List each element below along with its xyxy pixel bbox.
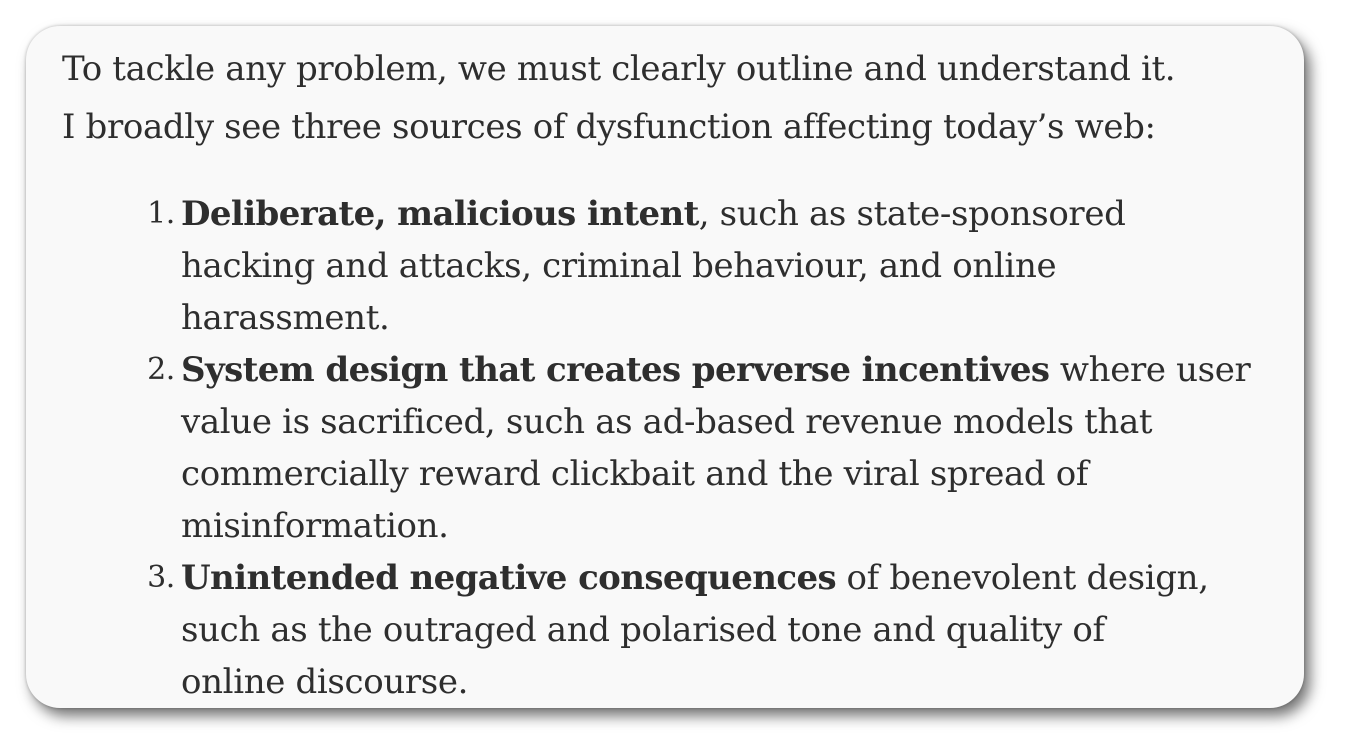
item-line: commercially reward clickbait and the viral spread of	[181, 454, 1089, 494]
item-text: where user	[1049, 350, 1251, 390]
item-text: of benevolent design,	[836, 558, 1209, 598]
item-line: harassment.	[181, 298, 390, 338]
intro-paragraph	[62, 40, 1298, 156]
item-heading: Deliberate, malicious intent	[181, 194, 699, 234]
item-line	[181, 188, 1291, 240]
list-number: 1.	[147, 196, 175, 231]
item-line: misinformation.	[181, 506, 449, 546]
item-heading: Unintended negative consequences	[181, 558, 837, 598]
list-number: 2.	[147, 352, 175, 387]
list-item-1	[147, 188, 1291, 344]
item-line	[181, 552, 1291, 604]
quote-card	[26, 26, 1304, 708]
item-line: such as the outraged and polarised tone and quality of	[181, 610, 1105, 650]
intro-line-2: I broadly see three sources of dysfunction affecting today’s web:	[62, 107, 1156, 147]
list-item-2	[147, 344, 1291, 552]
item-line	[181, 344, 1291, 396]
dysfunction-list	[147, 188, 1291, 708]
list-item-3	[147, 552, 1291, 708]
item-heading: System design that creates perverse incentives	[181, 350, 1050, 390]
item-line: value is sacrificed, such as ad-based revenue models that	[181, 402, 1153, 442]
item-text: , such as state-sponsored	[698, 194, 1126, 234]
item-line: online discourse.	[181, 662, 469, 702]
list-number: 3.	[147, 560, 175, 595]
item-line: hacking and attacks, criminal behaviour, and online	[181, 246, 1057, 286]
intro-line-1: To tackle any problem, we must clearly outline and understand it.	[62, 49, 1176, 89]
